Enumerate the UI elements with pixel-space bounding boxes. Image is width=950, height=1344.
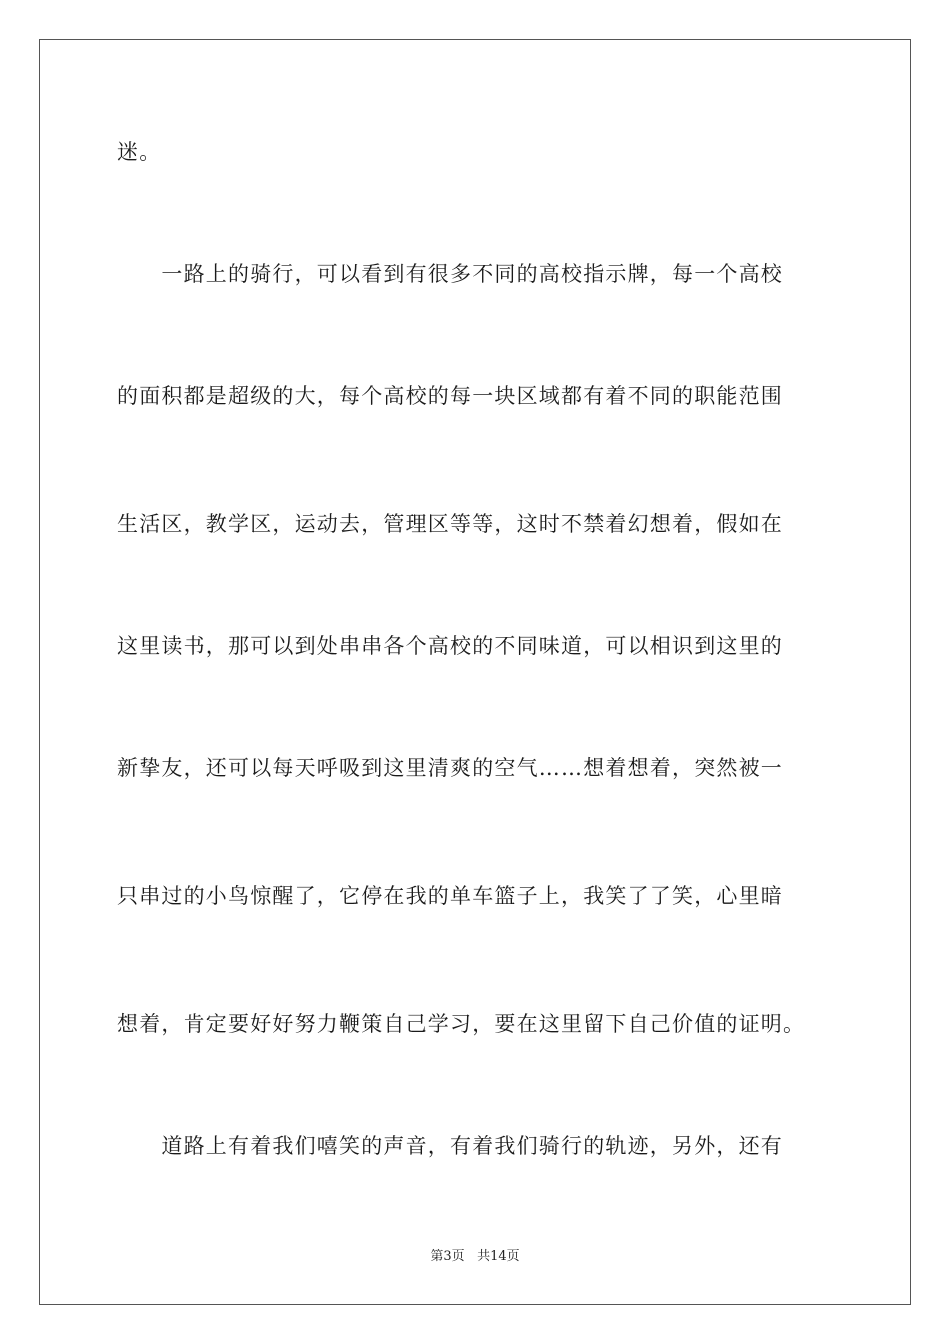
page-border: [39, 39, 911, 1305]
page-total: 共14页: [477, 1249, 520, 1264]
page-footer: [0, 1249, 950, 1265]
page-number: 第3页: [430, 1249, 465, 1264]
body-text-line: 这里读书，那可以到处串串各个高校的不同味道，可以相识到这里的: [117, 634, 783, 658]
body-text-line: 生活区，教学区，运动去，管理区等等，这时不禁着幻想着，假如在: [117, 512, 783, 536]
body-text-line: 道路上有着我们嘻笑的声音，有着我们骑行的轨迹，另外，还有: [117, 1134, 783, 1158]
body-text-line: 的面积都是超级的大，每个高校的每一块区域都有着不同的职能范围: [117, 384, 783, 408]
body-text-line: 新挚友，还可以每天呼吸到这里清爽的空气……想着想着，突然被一: [117, 756, 783, 780]
body-text-line: 一路上的骑行，可以看到有很多不同的高校指示牌，每一个高校: [117, 262, 783, 286]
body-text-line: 迷。: [117, 140, 162, 164]
body-text-line: 想着，肯定要好好努力鞭策自己学习，要在这里留下自己价值的证明。: [117, 1012, 806, 1036]
body-text-line: 只串过的小鸟惊醒了，它停在我的单车篮子上，我笑了了笑，心里暗: [117, 884, 783, 908]
